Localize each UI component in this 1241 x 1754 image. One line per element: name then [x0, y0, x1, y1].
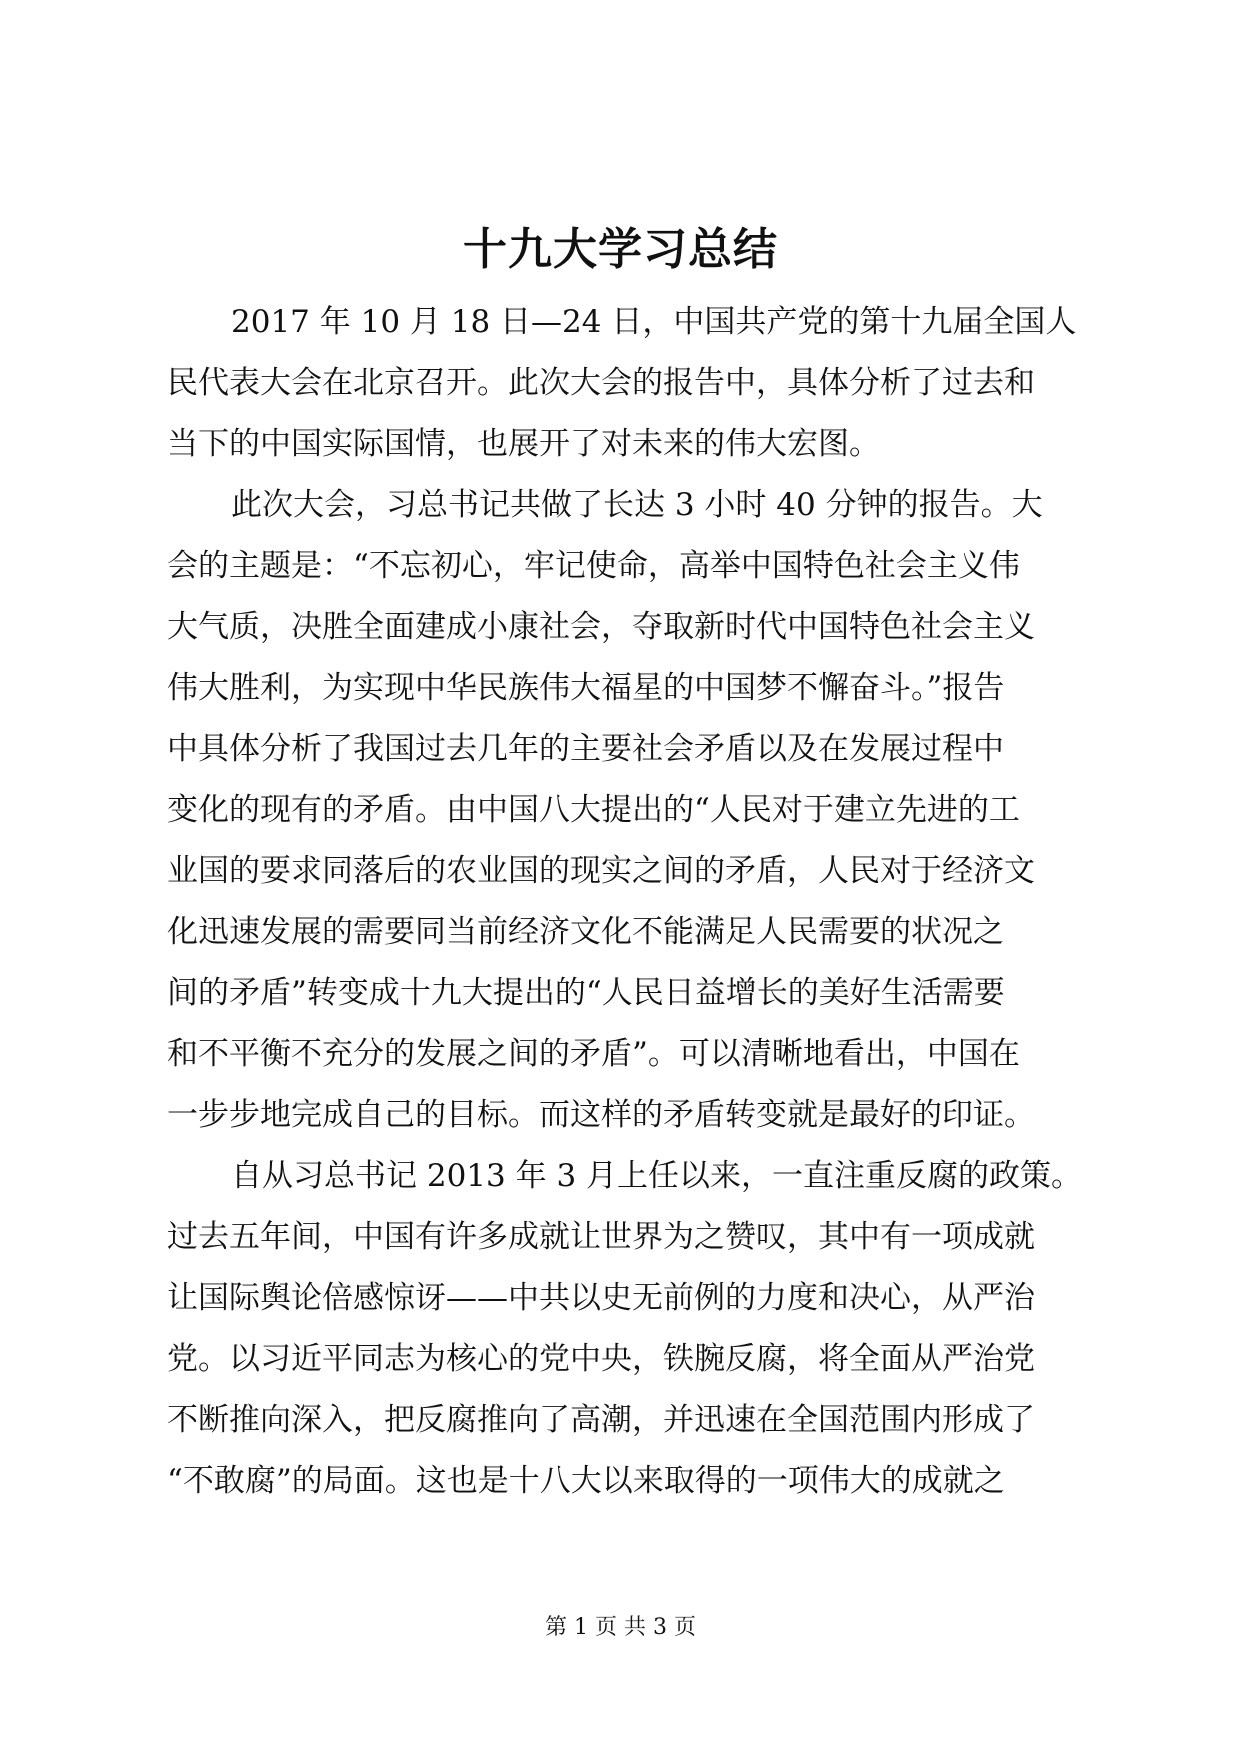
paragraph-1-line-3: 当下的中国实际国情，也展开了对未来的伟大宏图。: [167, 426, 880, 462]
paragraph-2-line-2: 会的主题是：“不忘初心，牢记使命，高举中国特色社会主义伟: [167, 548, 1020, 584]
paragraph-3-line-4: 党。以习近平同志为核心的党中央，铁腕反腐，将全面从严治党: [167, 1341, 1035, 1377]
paragraph-3-line-2: 过去五年间，中国有许多成就让世界为之赞叹，其中有一项成就: [167, 1219, 1035, 1255]
document-title: 十九大学习总结: [463, 224, 778, 275]
paragraph-2-line-6: 变化的现有的矛盾。由中国八大提出的“人民对于建立先进的工: [167, 792, 1020, 828]
paragraph-3-line-3: 让国际舆论倍感惊讶——中共以史无前例的力度和决心，从严治: [167, 1280, 1035, 1316]
paragraph-3-line-1: 自从习总书记 2013 年 3 月上任以来，一直注重反腐的政策。: [231, 1158, 1083, 1194]
paragraph-1-line-2: 民代表大会在北京召开。此次大会的报告中，具体分析了过去和: [167, 365, 1035, 401]
page-footer: 第 1 页 共 3 页: [545, 1615, 696, 1640]
paragraph-2-line-10: 和不平衡不充分的发展之间的矛盾”。可以清晰地看出，中国在: [167, 1036, 1020, 1072]
paragraph-2-line-9: 间的矛盾”转变成十九大提出的“人民日益增长的美好生活需要: [167, 975, 1005, 1011]
paragraph-2-line-5: 中具体分析了我国过去几年的主要社会矛盾以及在发展过程中: [167, 731, 1004, 767]
paragraph-2-line-11: 一步步地完成自己的目标。而这样的矛盾转变就是最好的印证。: [167, 1097, 1035, 1133]
paragraph-2-line-4: 伟大胜利，为实现中华民族伟大福星的中国梦不懈奋斗。”报告: [167, 670, 1005, 706]
paragraph-2-line-8: 化迅速发展的需要同当前经济文化不能满足人民需要的状况之: [167, 914, 1004, 950]
paragraph-2-line-7: 业国的要求同落后的农业国的现实之间的矛盾，人民对于经济文: [167, 853, 1035, 889]
paragraph-3-line-6: “不敢腐”的局面。这也是十八大以来取得的一项伟大的成就之: [167, 1463, 1005, 1499]
paragraph-2-line-3: 大气质，决胜全面建成小康社会，夺取新时代中国特色社会主义: [167, 609, 1035, 645]
document-body: [167, 292, 1083, 1512]
paragraph-3-line-5: 不断推向深入，把反腐推向了高潮，并迅速在全国范围内形成了: [167, 1402, 1035, 1438]
paragraph-2-line-1: 此次大会，习总书记共做了长达 3 小时 40 分钟的报告。大: [231, 487, 1043, 523]
paragraph-1-line-1: 2017 年 10 月 18 日—24 日，中国共产党的第十九届全国人: [231, 304, 1077, 340]
